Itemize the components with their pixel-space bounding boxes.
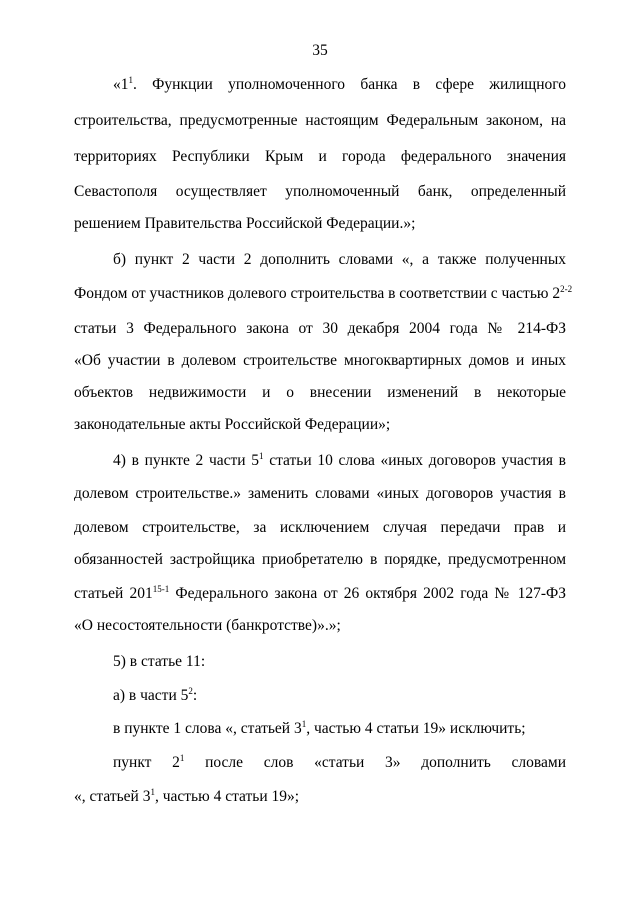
text-line: объектов недвижимости и о внесении изменений в некоторые (74, 384, 566, 401)
text-line: обязанностей застройщика приобретателю в порядке, предусмотренном (74, 551, 566, 568)
text-line: территориях Республики Крым и города федерального значения (74, 148, 566, 165)
text-line: 5) в статье 11: (113, 653, 206, 670)
text-line: «, статьей $3^1$, частью 4 статьи 19»; (74, 787, 300, 805)
text-line: Фондом от участников долевого строительства в соответствии с частью 2$^{2-2}$ (74, 284, 573, 302)
text-line: Севастополя осуществляет уполномоченный банк, определенный (74, 183, 566, 200)
page-number: 35 (312, 42, 328, 59)
text-line: статьей 201$^{15-1}$ Федерального закона от 26 октября 2002 года № 127-ФЗ (74, 584, 566, 602)
text-line: пункт $2^1$ после слов «статьи 3» дополнить словами (113, 753, 567, 771)
text-line: а) в части $5^2$: (113, 686, 198, 704)
text-line: долевом строительстве, за исключением случая передачи прав и (74, 519, 566, 536)
text-line: решением Правительства Российской Федерации.»; (74, 215, 416, 232)
text-line: «О несостоятельности (банкротстве)».»; (74, 617, 341, 634)
text-line: «Об участии в долевом строительстве многоквартирных домов и иных (74, 352, 566, 369)
text-line: 4) в пункте 2 части $5^1$ статьи 10 слова «иных договоров участия в (113, 451, 566, 469)
text-line: «$1^1$. Функции уполномоченного банка в сфере жилищного (113, 75, 566, 93)
text-line: б) пункт 2 части 2 дополнить словами «, а также полученных (113, 251, 566, 268)
text-line: законодательные акты Российской Федерации»; (74, 416, 391, 433)
text-line: в пункте 1 слова «, статьей $3^1$, частью 4 статьи 19» исключить; (113, 719, 526, 737)
text-line: строительства, предусмотренные настоящим Федеральным законом, на (74, 112, 566, 129)
text-line: статьи 3 Федерального закона от 30 декабря 2004 года № 214-ФЗ (74, 320, 566, 337)
text-line: долевом строительстве.» заменить словами «иных договоров участия в (74, 485, 566, 502)
